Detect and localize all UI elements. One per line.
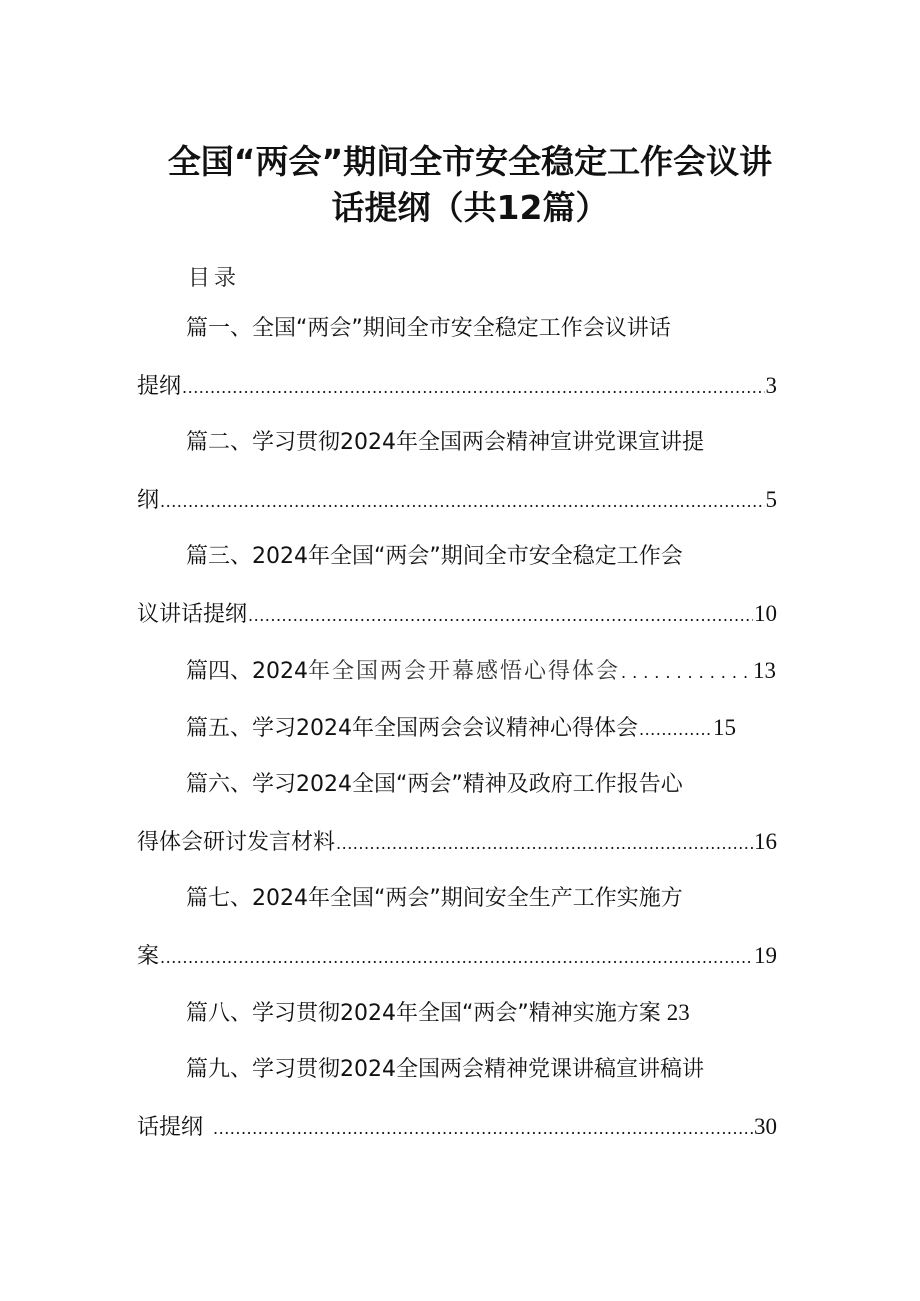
toc-entry-text: 篇五、学习2024年全国两会会议精神心得体会 — [186, 716, 638, 741]
toc-heading: 目录 — [188, 266, 241, 291]
toc-entry-2-line1[interactable]: 篇二、学习贯彻2024年全国两会精神宣讲党课宣讲提 — [186, 430, 704, 455]
toc-page-number: 13 — [753, 658, 776, 683]
toc-entry-text: 得体会研讨发言材料 — [137, 830, 336, 855]
toc-entry-3-line2[interactable] — [137, 599, 777, 629]
toc-page-number: 3 — [765, 373, 777, 398]
toc-entry-text: 纲 — [137, 488, 160, 513]
toc-leader-dots — [639, 715, 712, 745]
toc-entry-9-line1[interactable]: 篇九、学习贯彻2024全国两会精神党课讲稿宣讲稿讲 — [186, 1057, 704, 1082]
toc-entry-8[interactable] — [186, 998, 746, 1028]
toc-page-number: 23 — [666, 1000, 690, 1025]
toc-entry-text: 话提纲 — [137, 1115, 204, 1140]
toc-leader-dots — [213, 1114, 753, 1144]
toc-entry-text: 案 — [137, 944, 160, 969]
toc-entry-1-line2[interactable] — [137, 371, 777, 401]
toc-entry-text: 提纲 — [137, 374, 182, 399]
toc-entry-1-line1[interactable]: 篇一、全国“两会”期间全市安全稳定工作会议讲话 — [186, 316, 671, 341]
toc-entry-9-line2[interactable] — [137, 1112, 777, 1142]
toc-entry-7-line2[interactable] — [137, 941, 777, 971]
toc-entry-6-line2[interactable] — [137, 827, 777, 857]
toc-entry-text: 篇八、学习贯彻2024年全国“两会”精神实施方案 — [186, 1001, 661, 1026]
toc-leader-dots — [160, 487, 764, 517]
toc-leader-dots — [182, 373, 764, 403]
document-title-line2: 话提纲（共12篇） — [331, 188, 609, 227]
toc-leader-dots — [248, 601, 753, 631]
toc-page-number: 30 — [754, 1114, 777, 1139]
toc-leader-dots — [160, 943, 753, 973]
toc-entry-prefix: 篇四、2024 — [186, 659, 308, 684]
toc-entry-6-line1[interactable]: 篇六、学习2024全国“两会”精神及政府工作报告心 — [186, 772, 683, 797]
toc-entry-3-line1[interactable]: 篇三、2024年全国“两会”期间全市安全稳定工作会 — [186, 544, 683, 569]
toc-page-number: 16 — [754, 829, 777, 854]
toc-entry-5[interactable] — [186, 713, 736, 743]
toc-page-number: 19 — [754, 943, 777, 968]
toc-leader-dots — [336, 829, 753, 859]
toc-entry-text: 议讲话提纲 — [137, 602, 248, 627]
toc-entry-4[interactable] — [186, 656, 776, 686]
toc-leader-dots — [621, 658, 752, 688]
toc-entry-7-line1[interactable]: 篇七、2024年全国“两会”期间安全生产工作实施方 — [186, 886, 683, 911]
toc-page-number: 15 — [713, 715, 736, 740]
toc-page-number: 10 — [754, 601, 777, 626]
document-title-line1: 全国“两会”期间全市安全稳定工作会议讲 — [167, 142, 773, 181]
toc-page-number: 5 — [765, 487, 777, 512]
toc-entry-2-line2[interactable] — [137, 485, 777, 515]
toc-entry-text: 年全国两会开幕感悟心得体会 — [308, 659, 621, 684]
